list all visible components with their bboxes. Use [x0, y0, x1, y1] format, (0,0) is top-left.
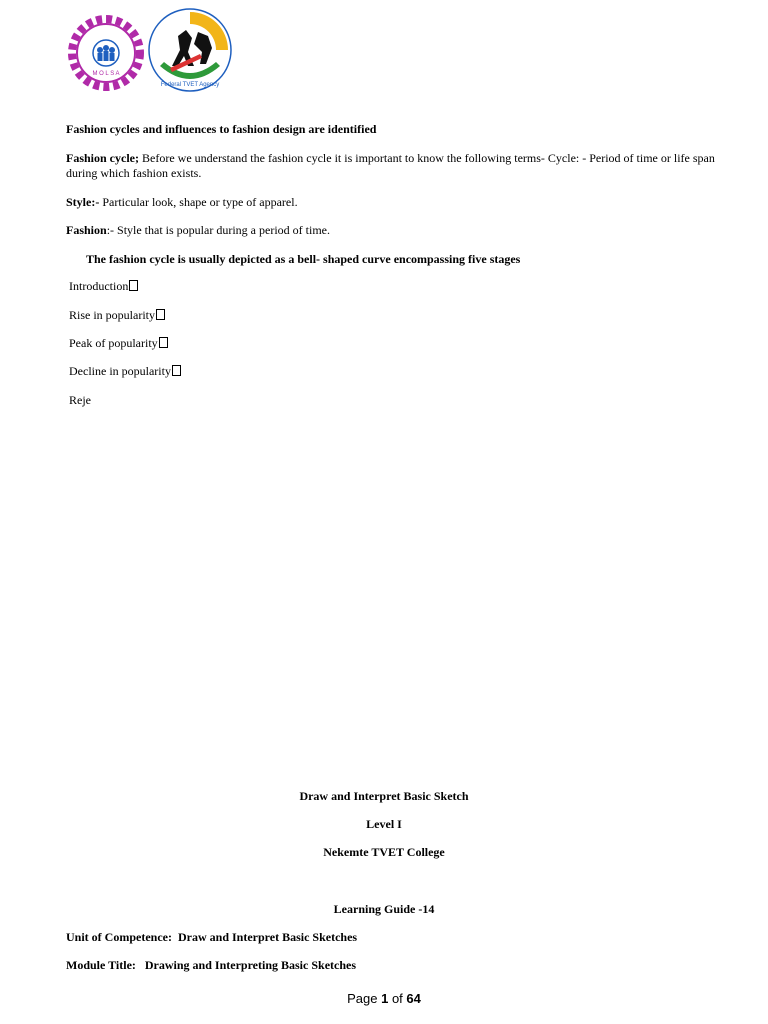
module-title: Draw and Interpret Basic Sketch: [299, 789, 469, 803]
molsa-logo: [72, 19, 140, 87]
stage-label: Rise in popularity: [69, 308, 155, 322]
module-label: Module Title:: [66, 958, 136, 972]
fashion-cycle-definition: Before we understand the fashion cycle it is important to know the following terms- Cycle: - Period of time or life span during which fashion exists.: [66, 151, 715, 180]
logos-svg: [66, 6, 236, 94]
module-value: Drawing and Interpreting Basic Sketches: [144, 958, 357, 972]
stage-item: [69, 308, 165, 323]
stage-label: Peak of popularity: [69, 336, 158, 350]
unit-label: Unit of Competence:: [66, 930, 172, 944]
page-footer: [0, 991, 768, 1006]
module-title-line: [66, 958, 356, 973]
fashion-term: Fashion: [66, 223, 107, 237]
fashion-cycle-term: Fashion cycle;: [66, 151, 139, 165]
college-name: Nekemte TVET College: [323, 845, 445, 859]
section-heading: Fashion cycles and influences to fashion design are identified: [66, 122, 377, 136]
molsa-logo-text: M O L S A: [92, 71, 120, 77]
fashion-definition: :- Style that is popular during a period of time.: [106, 223, 330, 237]
checkbox-glyph-icon: [172, 365, 181, 376]
stage-item: [69, 279, 138, 294]
style-term: Style:-: [66, 195, 100, 209]
tvet-logo-text: Federal TVET Agency: [160, 82, 220, 88]
of-word: of: [388, 991, 407, 1006]
stage-label: Decline in popularity: [69, 364, 171, 378]
tvet-agency-logo: [149, 9, 231, 91]
page-word: Page: [347, 991, 382, 1006]
learning-guide-label: Learning Guide -14: [333, 902, 435, 916]
stage-label: Introduction: [69, 279, 129, 293]
page-current: 1: [381, 991, 389, 1006]
fashion-paragraph: [66, 223, 330, 238]
stage-item: [69, 364, 181, 379]
checkbox-glyph-icon: [159, 337, 168, 348]
checkbox-glyph-icon: [129, 280, 138, 291]
header-logos: [66, 6, 236, 94]
checkbox-glyph-icon: [156, 309, 165, 320]
page-total: 64: [406, 991, 421, 1006]
stage-label: Reje: [69, 393, 91, 407]
bell-curve-statement: The fashion cycle is usually depicted as a bell- shaped curve encompassing five stages: [86, 252, 521, 266]
stage-item: [69, 336, 168, 351]
unit-value: Draw and Interpret Basic Sketches: [177, 930, 358, 944]
level-label: Level I: [366, 817, 402, 831]
fashion-cycle-paragraph: [66, 151, 716, 181]
unit-of-competence: [66, 930, 357, 945]
stage-item: [69, 393, 91, 408]
style-paragraph: [66, 195, 298, 210]
style-definition: Particular look, shape or type of apparel.: [99, 195, 298, 209]
